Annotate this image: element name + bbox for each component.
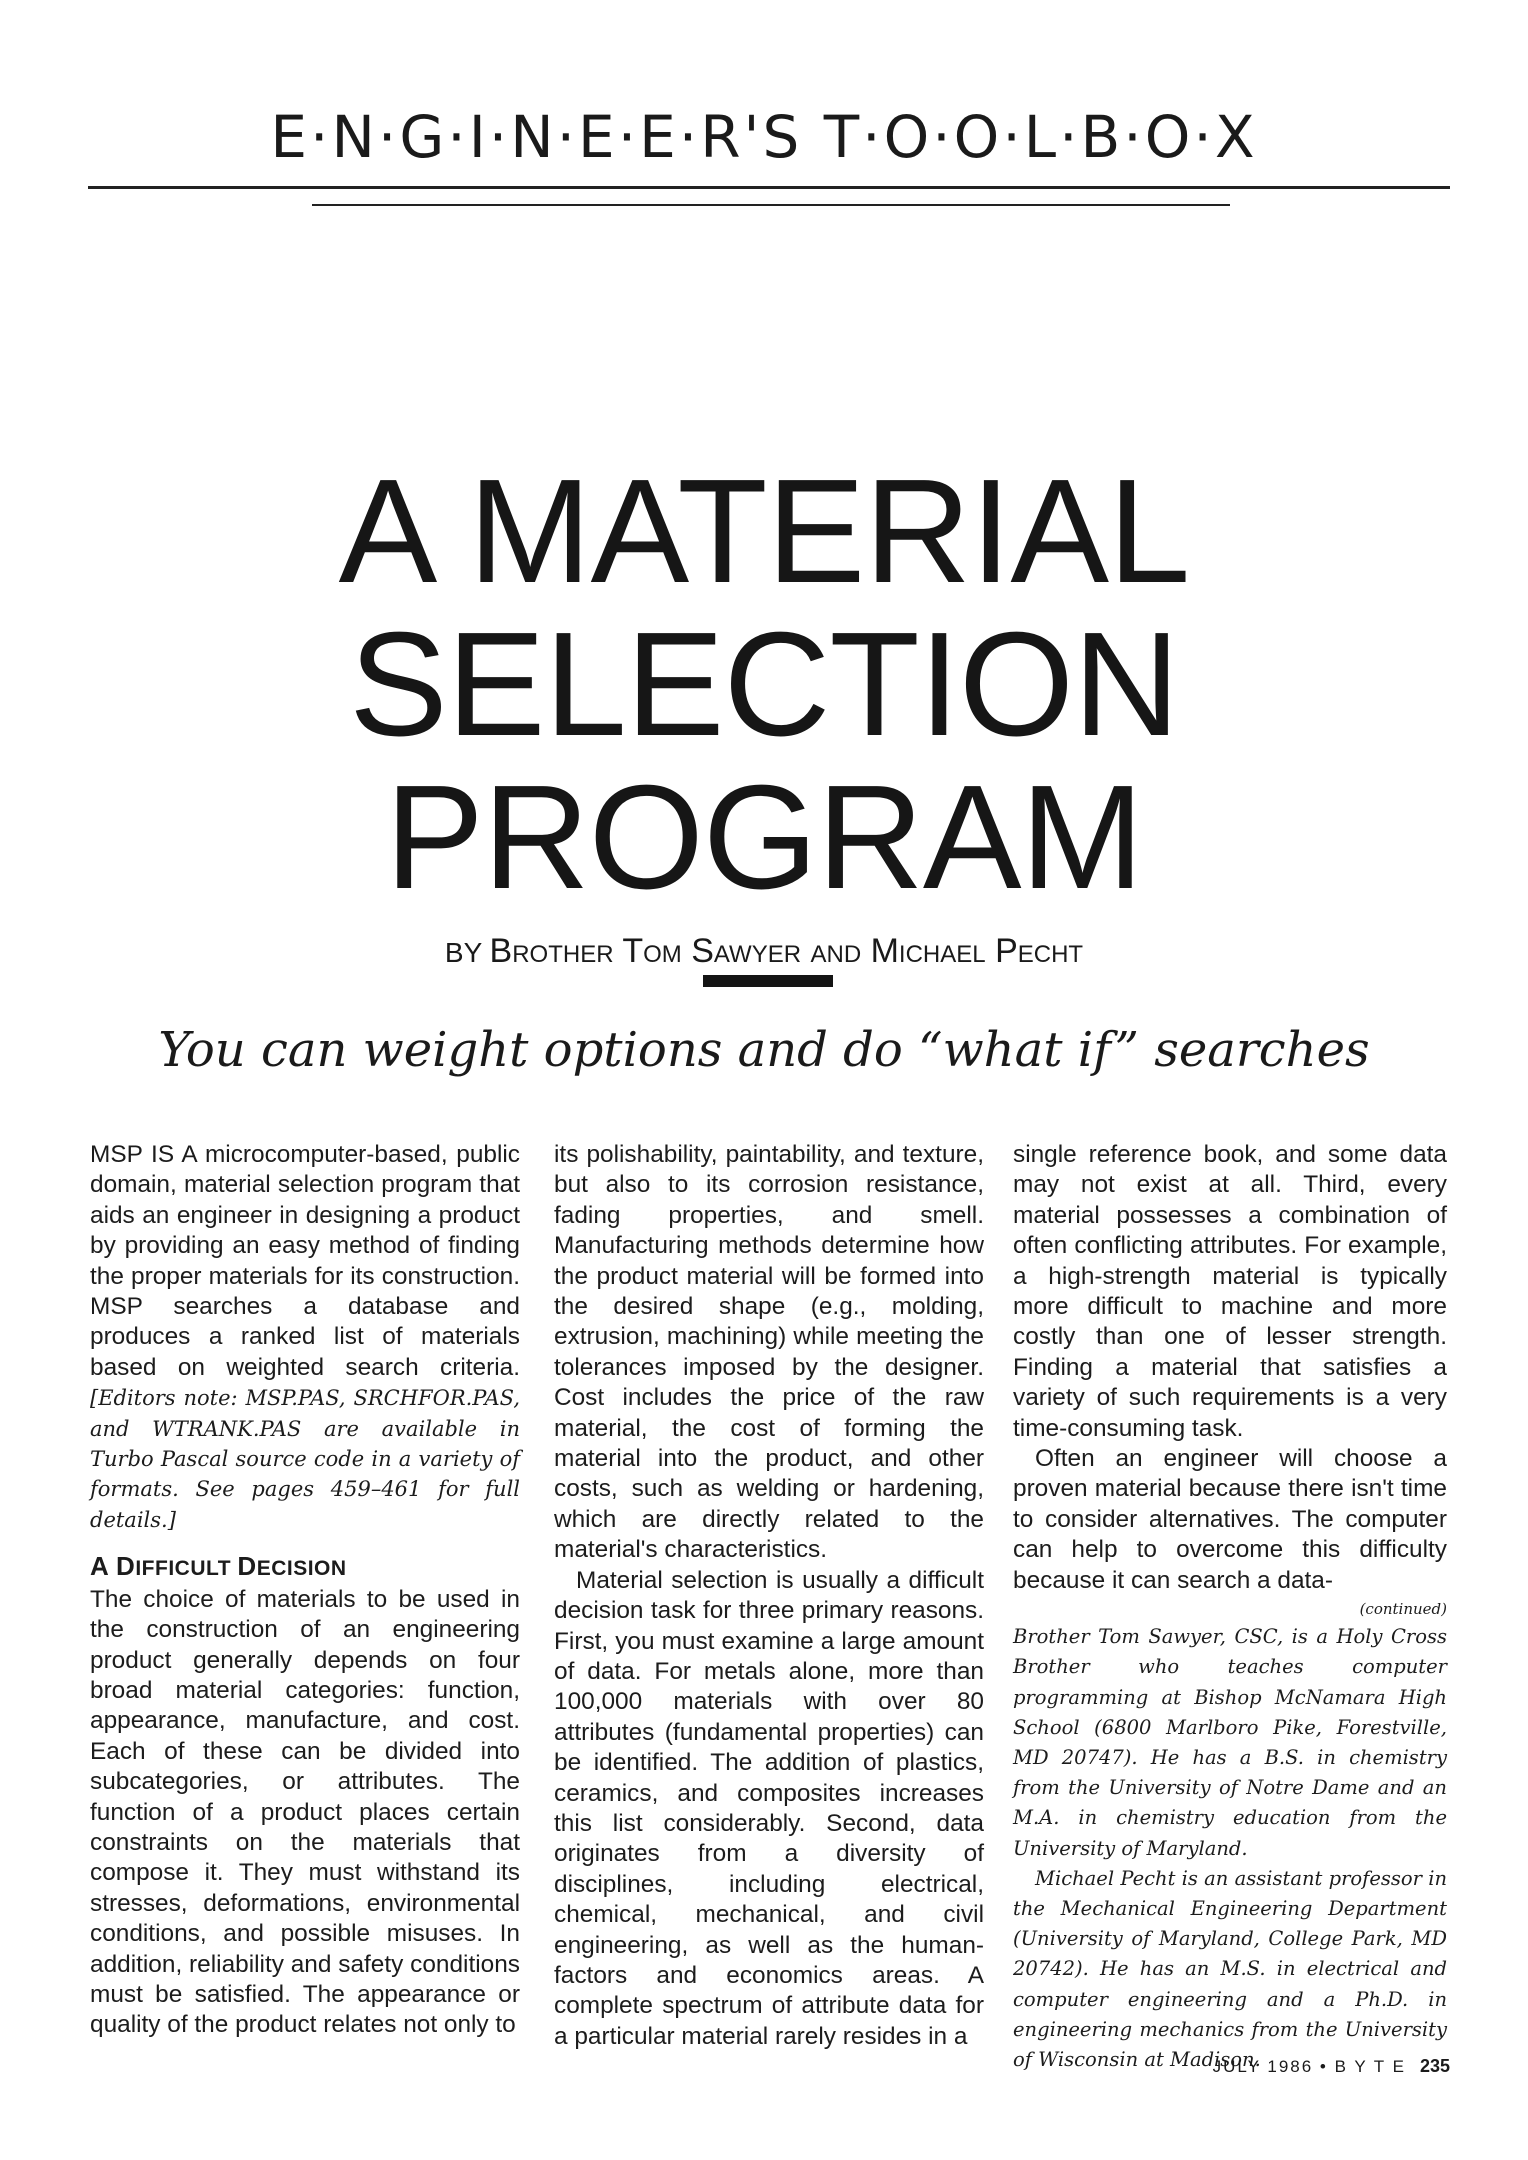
footer-issue: JULY 1986 • B Y T E bbox=[1212, 2057, 1406, 2076]
byline-prefix: BY bbox=[444, 937, 490, 968]
editor-note: [Editors note: MSP.PAS, SRCHFOR.PAS, and WTRANK.PAS are available in Turbo Pascal source code in a variety of formats. See pages 459–461 for full details.] bbox=[90, 1386, 520, 1532]
byline-authors: Brother Tom Sawyer and Michael Pecht bbox=[489, 932, 1084, 970]
department-header: E·N·G·I·N·E·E·R'S T·O·O·L·B·O·X bbox=[270, 103, 1258, 171]
header-rule-bottom bbox=[312, 204, 1230, 206]
column-1 bbox=[90, 1140, 520, 2041]
subhead-difficult-decision: A DIFFICULT DECISION bbox=[90, 1551, 347, 1582]
title-line-3: PROGRAM bbox=[385, 755, 1143, 920]
body-paragraph: Often an engineer will choose a proven material because there isn't time to consider alternatives. The computer can help to overcome this difficulty because it can search a data- bbox=[1013, 1445, 1447, 1594]
page-number: 235 bbox=[1419, 2056, 1450, 2076]
intro-text: MSP IS A microcomputer-based, public domain, material selection program that aids an engineer in designing a product by providing an easy method of finding the proper materials for its construction. MSP searches a database and produces a ranked list of materials based on weighted search criteria. bbox=[90, 1141, 520, 1381]
intro-paragraph bbox=[90, 1140, 520, 1535]
column-3 bbox=[1013, 1140, 1447, 2075]
author-bios bbox=[1013, 1622, 1447, 2075]
byline bbox=[0, 932, 1528, 971]
column-2 bbox=[554, 1140, 984, 2052]
header-rule-top bbox=[88, 186, 1450, 189]
bio-sawyer: Brother Tom Sawyer, CSC, is a Holy Cross Brother who teaches computer programming at Bishop McNamara High School (6800 Marlboro Pike, Forestville, MD 20747). He has a B.S. in chemistry from the University of Notre Dame and an M.A. in chemistry education from the University of Maryland. bbox=[1013, 1625, 1447, 1860]
page-footer bbox=[1213, 2056, 1450, 2077]
article-deck: You can weight options and do “what if” searches bbox=[158, 1022, 1370, 1078]
body-paragraph: Material selection is usually a difficult decision task for three primary reasons. First, you must examine a large amount of data. For metals alone, more than 100,000 materials with over 80 attributes (fundamental properties) can be identified. The addition of plastics, ceramics, and composites increases this list considerably. Second, data originates from a diversity of disciplines, including electrical, chemical, mechanical, and civil engineering, as well as the human-factors and economics areas. A complete spectrum of attribute data for a particular material rarely resides in a bbox=[554, 1566, 984, 2050]
body-paragraph: its polishability, paintability, and texture, but also to its corrosion resistance, fading properties, and smell. Manufacturing methods determine how the product material will be formed into the desired shape (e.g., molding, extrusion, machining) while meeting the tolerances imposed by the designer. Cost includes the price of the raw material, the cost of forming the material into the product, and other costs, such as welding or hardening, which are directly related to the material's characteristics. bbox=[554, 1141, 984, 1564]
body-paragraph: single reference book, and some data may not exist at all. Third, every material possesses a combination of often conflicting attributes. For example, a high-strength material is typically more difficult to machine and more costly than one of lesser strength. Finding a material that satisfies a variety of such requirements is a very time-consuming task. bbox=[1013, 1141, 1447, 1442]
bio-pecht: Michael Pecht is an assistant professor in the Mechanical Engineering Department (University of Maryland, College Park, MD 20742). He has an M.S. in electrical and computer engineering and a Ph.D. in engineering mechanics from the University of Wisconsin at Madison. bbox=[1013, 1866, 1447, 2071]
body-paragraph: The choice of materials to be used in the construction of an engineering product generally depends on four broad material categories: function, appearance, manufacture, and cost. Each of these can be divided into subcategories, or attributes. The function of a product places certain constraints on the materials that compose it. They must withstand its stresses, deformations, environmental conditions, and possible misuses. In addition, reliability and safety conditions must be satisfied. The appearance or quality of the product relates not only to bbox=[90, 1585, 520, 2039]
title-line-2: SELECTION bbox=[349, 602, 1179, 767]
article-title bbox=[0, 449, 1528, 920]
title-line-1: A MATERIAL bbox=[338, 449, 1190, 614]
byline-bar bbox=[703, 975, 833, 987]
continued-marker: (continued) bbox=[1359, 1600, 1447, 1619]
